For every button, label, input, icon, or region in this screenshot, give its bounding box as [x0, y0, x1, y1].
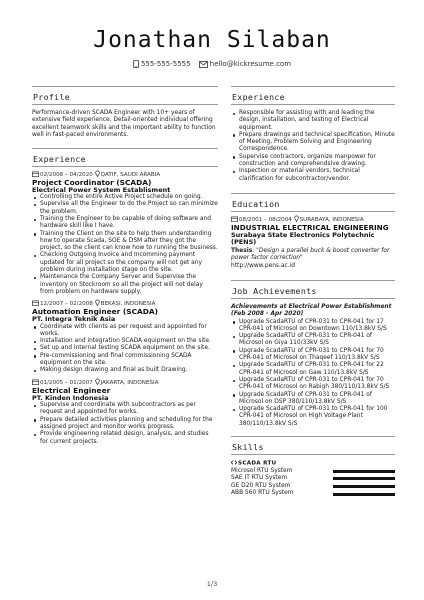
achievements-section — [231, 280, 395, 428]
divider — [231, 454, 395, 455]
skill-level-fill — [333, 493, 395, 496]
section-title-achievements: Job Achievements — [232, 286, 317, 296]
list-item: Upgrade ScadaRTU of CPR-031 to CPR-041 for 70 CPR-041 of Microsol on Rabigh 380/110/13.8kV S/S — [231, 377, 395, 392]
skill-name: ABB 560 RTU System — [231, 490, 294, 497]
skill-row — [231, 483, 395, 491]
skill-name: SAE IT RTU System — [231, 475, 288, 482]
list-item: Set up and internal testing SCADA equipment on the site. — [32, 345, 218, 352]
job-location: BEKASI, INDONESIA — [100, 301, 156, 308]
email-contact[interactable] — [199, 60, 291, 68]
section-title-experience: Experience — [33, 153, 86, 164]
envelope-icon — [199, 61, 208, 68]
experience-bullets — [231, 110, 395, 183]
education-section — [231, 193, 395, 270]
job-title: Electrical Engineer — [32, 385, 111, 395]
education-dates: 08/2001 – 08/2004 — [239, 216, 292, 223]
phone-contact[interactable] — [133, 60, 191, 68]
skill-level-fill — [333, 485, 395, 488]
job-dates: 12/2007 – 02/2008 — [40, 301, 93, 308]
list-item: Making design drawing and final as built Drawing. — [32, 367, 218, 374]
list-item: Upgrade ScadaRTU of CPR-031 to CPR-041 for 70 CPR-041 of Microsol on Thaqeef 110/13.8kV S/S — [231, 348, 395, 363]
list-item: Supervise all the Engineer to do the Project so can minimize the problem. — [32, 201, 218, 216]
calendar-icon — [231, 216, 238, 222]
list-item: Provide engineering related design, analysis, and studies for current projects. — [32, 431, 218, 446]
thesis-line: Thesis: "Design a parallel buck & boost converter for power factor correction" — [231, 247, 390, 262]
job-location: JAKARTA, INDONESIA — [100, 379, 159, 386]
list-item: Coordinate with clients as per request and appointed for works. — [32, 324, 218, 339]
skill-level-bar — [333, 493, 395, 496]
job-entry — [32, 299, 218, 374]
achievements-subtitle: Achievements at Electrical Power Establishment (Feb 2008 - Apr 2020) — [231, 304, 392, 318]
divider — [231, 104, 395, 105]
skills-category — [231, 460, 395, 467]
list-item: Installation and integration SCADA equipment on the site. — [32, 338, 218, 345]
list-item: Checking Outgoing Invoice and Incomming payment updated for all project so the company will not get any problem during installation stage on the site. — [32, 252, 218, 274]
calendar-icon — [32, 300, 39, 306]
skill-name: GE D20 RTU System — [231, 482, 291, 489]
school-name: Surabaya State Electronics Polytechnic (PENS) — [231, 230, 375, 247]
code-icon — [231, 460, 237, 465]
divider — [32, 166, 218, 167]
list-item: Training the Engineer to be capable of doing software and hardware skill like I have. — [32, 216, 218, 231]
email-text: hello@kickresume.com — [209, 60, 292, 68]
school-url[interactable]: http://www.pens.ac.id — [231, 262, 295, 269]
location-pin-icon — [95, 170, 100, 177]
skill-row — [231, 475, 395, 483]
location-pin-icon — [95, 299, 100, 306]
candidate-name: Jonathan Silaban — [93, 27, 331, 53]
page-number: 1/3 — [206, 580, 218, 588]
job-bullets — [32, 194, 218, 296]
location-pin-icon — [294, 215, 299, 222]
job-dates: 02/2008 – 04/2020 — [40, 171, 93, 178]
job-entry — [32, 378, 218, 446]
list-item: Upgrade ScadaRTU of CPR-031 to CPR-041 for 22 CPR-041 of Microsol on Gaw 110/13.8kV S/S — [231, 362, 395, 377]
section-title-profile: Profile — [33, 92, 71, 102]
skill-level-bar — [333, 485, 395, 488]
list-item: Pre-commissioning and final commissioning SCADA equipment on the site. — [32, 353, 218, 368]
job-dates: 01/2005 – 01/2007 — [40, 379, 93, 386]
skill-level-bar — [333, 477, 395, 480]
list-item: Maintenance the Company Server and Supervise the inventory on Stockroom so all the project will not delay from problem on hardware supply. — [32, 274, 218, 296]
right-column — [231, 80, 395, 498]
list-item: Supervise contractors, organize manpower for construction and comprehendsive drawing. — [231, 154, 395, 169]
calendar-icon — [32, 171, 39, 177]
list-item: Upgrade ScadaRTU of CPR-031 to CPR-041 for 100 CPR-041 of Microsol on High Voltage Plant 380/110/13.8kV S/S — [231, 406, 395, 428]
list-item: Training the Client on the site to help them understanding how to operate Scada, SOE & DSM after they got the project, so the client can know how to running the business. — [32, 231, 218, 253]
list-item: Upgrade ScadaRTU of CPR-031 to CPR-041 of Microsol on Giya 110/33kV S/S — [231, 333, 395, 348]
thesis-text: "Design a parallel buck & boost converter for power factor correction" — [231, 247, 390, 262]
education-location: SURABAYA, INDONESIA — [299, 216, 364, 223]
degree-title: INDUSTRIAL ELECTRICAL ENGINEERING — [231, 222, 389, 232]
divider — [231, 211, 395, 212]
phone-text: 555-555-5555 — [140, 60, 191, 68]
skill-row — [231, 490, 395, 498]
section-title-experience: Experience — [232, 92, 285, 102]
job-bullets — [32, 402, 218, 446]
experience-continued-section — [231, 86, 395, 183]
skill-name: Microsol RTU System — [231, 467, 293, 474]
skills-section — [231, 436, 395, 498]
section-title-skills: Skills — [232, 442, 264, 453]
job-location: QATIF, SAUDI ARABIA — [100, 171, 161, 178]
achievements-list — [231, 319, 395, 428]
list-item: Responsible for assisting with and leading the design, installation, and testing of Electrical equipment. — [231, 110, 395, 132]
profile-text: Performance-driven SCADA Engineer with 10+ years of extensive field experience. Detail-oriented individual offering excellent teamwork skills and the important ability to function well in fast-paced environments. — [32, 110, 216, 139]
section-title-education: Education — [232, 198, 280, 209]
left-column — [32, 80, 218, 446]
skill-level-bar — [333, 470, 395, 473]
list-item: Prepare detailed activities planning and scheduling for the assigned project and monitor works progress. — [32, 417, 218, 432]
skill-row — [231, 468, 395, 476]
job-entry — [32, 170, 218, 297]
company-name: PT. Integra Teknik Asia — [32, 315, 116, 324]
list-item: Inspection or material vendors, technical clarification for subcontractor/vendor. — [231, 168, 395, 183]
list-item: Controlling the entire Active Project schedule on going. — [32, 194, 218, 201]
experience-section — [32, 148, 218, 446]
list-item: Prepare drawings and technical specification, Minute of Meeting, Problem Solving and Engineering Correspondence. — [231, 132, 395, 154]
location-pin-icon — [95, 378, 100, 385]
company-name: PT. Kinden Indonesia — [32, 393, 109, 402]
divider — [231, 298, 395, 299]
calendar-icon — [32, 379, 39, 385]
phone-icon — [133, 60, 139, 68]
list-item: Upgrade ScadaRTU of CPR-031 to CPR-041 of Microsol on DSP 380/110/13.8kV S/S — [231, 392, 395, 407]
job-title: Project Coordinator (SCADA) — [32, 177, 152, 187]
divider — [32, 104, 218, 105]
skill-level-fill — [333, 477, 395, 480]
list-item: Supervise and coordinate with subcontractors as per request and appointed for works. — [32, 402, 218, 417]
job-bullets — [32, 324, 218, 375]
skill-level-fill — [333, 470, 395, 473]
skills-category-label: SCADA RTU — [238, 460, 277, 467]
thesis-label: Thesis — [231, 247, 253, 254]
contact-line — [0, 60, 424, 68]
company-name: Electrical Power System Establisment — [32, 185, 171, 194]
profile-section — [32, 86, 218, 140]
list-item: Upgrade ScadaRTU of CPR-031 to CPR-041 for 17 CPR-041 of Microsol on Downtown 110/13.8kV S/S — [231, 319, 395, 334]
job-title: Automation Engineer (SCADA) — [32, 307, 158, 317]
